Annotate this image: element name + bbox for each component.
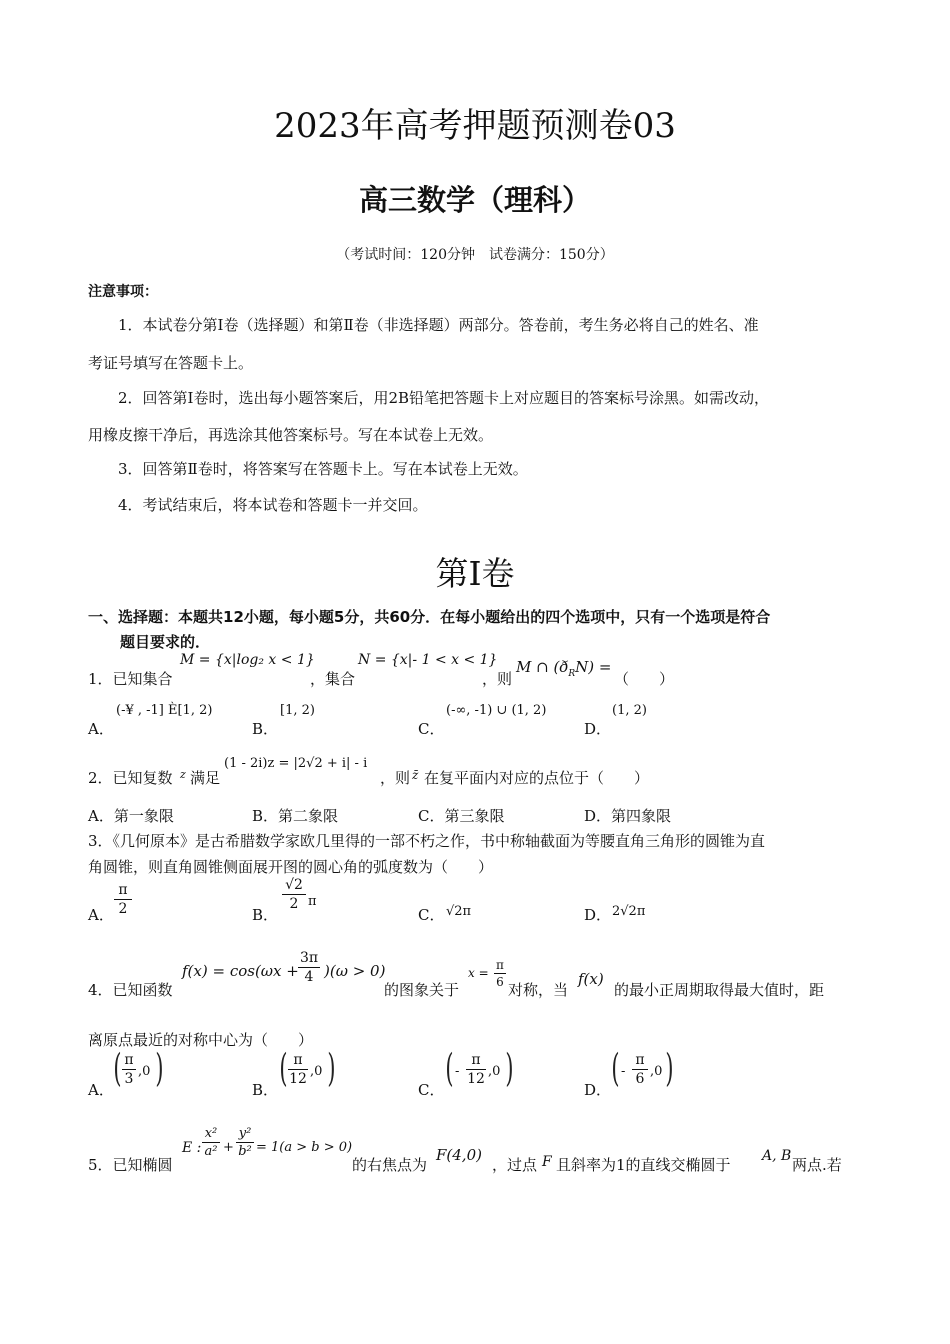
fraction-bar <box>114 899 132 900</box>
q2-equation: (1 - 2i)z = |2√2 + i| - i <box>224 756 368 771</box>
q1-expr <box>516 658 611 679</box>
q4-func-fraction <box>298 950 320 985</box>
q4-post: 的最小正周期取得最大值时，距 <box>614 981 825 999</box>
q2-zbar: z̄ <box>412 768 419 782</box>
note-item-2-line1: 2．回答第Ⅰ卷时，选出每小题答案后，用2B铅笔把答题卡上对应题目的答案标号涂黑。如需改动， <box>118 389 770 407</box>
q4-func: f(x) = cos(ωx + <box>182 962 299 980</box>
q5-e: E : <box>182 1140 202 1156</box>
q3-option-c-label: C． <box>418 906 445 924</box>
q2-option-a: A．第一象限 <box>88 807 174 825</box>
q4-option-a-label: A． <box>88 1081 114 1099</box>
q4-a-num: π <box>124 1052 134 1068</box>
q5-x-num: x² <box>204 1126 218 1141</box>
q4-option-c-sign: - <box>455 1064 460 1079</box>
section-heading-line1: 一、选择题：本题共12小题，每小题5分，共60分．在每小题给出的四个选项中，只有一个选项是符合 <box>88 608 771 626</box>
q2-option-d: D．第四象限 <box>584 807 672 825</box>
q5-x-fraction <box>202 1126 220 1159</box>
q4-option-d-fraction <box>632 1052 648 1087</box>
q4-c-num: π <box>471 1052 481 1068</box>
q4-func-tail: )(ω > 0) <box>324 962 386 980</box>
q5-ab: A, B <box>762 1148 792 1164</box>
q1-mid: ，集合 <box>310 670 356 688</box>
notes-heading: 注意事项： <box>88 284 158 300</box>
q3-b-den: 2 <box>289 896 299 912</box>
fraction-bar <box>122 1069 136 1070</box>
volume-title: 第Ⅰ卷 <box>435 554 515 593</box>
q2-z: z <box>180 768 186 781</box>
q4-frac-den: 4 <box>304 969 314 985</box>
page-title: 2023年高考押题预测卷03 <box>274 106 676 146</box>
q4-option-b-tail: ,0 <box>310 1064 323 1079</box>
right-paren: ) <box>505 1046 514 1090</box>
page-subtitle: 高三数学（理科） <box>358 183 591 217</box>
q4-b-den: 12 <box>289 1071 307 1087</box>
q4-option-b-label: B． <box>252 1081 279 1099</box>
q5-focus: F(4,0) <box>436 1146 482 1164</box>
fraction-bar <box>494 973 506 974</box>
exam-info: （考试时间：120分钟 试卷满分：150分） <box>336 247 614 263</box>
fraction-bar <box>298 967 320 968</box>
right-paren: ) <box>665 1046 674 1090</box>
q1-then: ，则 <box>482 670 513 688</box>
q4-option-a-tail: ,0 <box>138 1064 151 1079</box>
q1-expr-main: M ∩ (ð <box>516 658 569 676</box>
q4-option-c-tail: ,0 <box>488 1064 501 1079</box>
right-paren: ) <box>155 1046 164 1090</box>
q3-option-d-label: D． <box>584 906 612 924</box>
q5-eq-tail: = 1(a > b > 0) <box>256 1140 353 1155</box>
q4-option-d-tail: ,0 <box>650 1064 663 1079</box>
q1-option-d-value: (1, 2) <box>612 703 647 718</box>
q4-frac-num: 3π <box>299 950 319 966</box>
q4-mid2: 对称，当 <box>508 981 569 999</box>
note-item-3: 3．回答第Ⅱ卷时，将答案写在答题卡上。写在本试卷上无效。 <box>118 460 528 478</box>
q4-option-a-fraction <box>122 1052 136 1087</box>
q5-y-fraction <box>236 1126 254 1159</box>
q3-option-d-value: 2√2π <box>612 904 646 919</box>
q3-line2: 角圆锥，则直角圆锥侧面展开图的圆心角的弧度数为（ ） <box>88 858 494 876</box>
q4-d-den: 6 <box>635 1071 645 1087</box>
q5-mid: 的右焦点为 <box>352 1156 428 1174</box>
q1-option-c-label: C． <box>418 720 445 738</box>
q4-mid: 的图象关于 <box>384 981 460 999</box>
q1-option-b-value: [1, 2) <box>280 703 315 718</box>
q4-d-num: π <box>635 1052 645 1068</box>
q3-option-a-fraction <box>114 882 132 917</box>
q5-mid3: 且斜率为1的直线交椭圆于 <box>556 1156 731 1174</box>
q2-post: 在复平面内对应的点位于（ ） <box>424 769 650 787</box>
q2-pre: 2．已知复数 <box>88 769 173 787</box>
q4-pre: 4．已知函数 <box>88 981 173 999</box>
q4-line2: 离原点最近的对称中心为（ ） <box>88 1031 314 1049</box>
q5-plus: + <box>223 1140 234 1155</box>
q1-blank: （ ） <box>614 670 675 688</box>
q4-x-fraction <box>494 958 506 989</box>
q4-x-den: 6 <box>496 975 504 989</box>
note-item-2-line2: 用橡皮擦干净后，再选涂其他答案标号。写在本试卷上无效。 <box>88 426 494 444</box>
fraction-bar <box>202 1142 220 1143</box>
q1-option-d-label: D． <box>584 720 612 738</box>
q4-b-num: π <box>293 1052 303 1068</box>
q4-option-d-sign: - <box>621 1064 626 1079</box>
q3-option-b-pi: π <box>308 894 317 909</box>
q2-option-c: C．第三象限 <box>418 807 505 825</box>
q1-set-m: M = {x|log₂ x < 1} <box>180 652 315 668</box>
q3-a-num: π <box>118 882 128 898</box>
fraction-bar <box>466 1069 486 1070</box>
fraction-bar <box>236 1142 254 1143</box>
left-paren: ( <box>445 1046 454 1090</box>
q3-option-a-label: A． <box>88 906 114 924</box>
q4-option-b-fraction <box>288 1052 308 1087</box>
q4-a-den: 3 <box>124 1071 134 1087</box>
note-item-1-line2: 考证号填写在答题卡上。 <box>88 354 254 372</box>
q1-option-a-value: (-¥ , -1] È[1, 2) <box>116 703 213 718</box>
left-paren: ( <box>611 1046 620 1090</box>
q2-mid: 满足 <box>190 769 221 787</box>
q1-option-a-label: A． <box>88 720 114 738</box>
q5-f: F <box>542 1154 552 1170</box>
fraction-bar <box>282 894 306 895</box>
q3-a-den: 2 <box>118 901 128 917</box>
q4-option-d-label: D． <box>584 1081 612 1099</box>
q3-option-c-value: √2π <box>446 904 472 919</box>
fraction-bar <box>632 1069 648 1070</box>
q1-pre: 1．已知集合 <box>88 670 173 688</box>
q4-x-eq: x = <box>468 966 489 980</box>
q4-x-num: π <box>496 958 504 972</box>
q3-option-b-label: B． <box>252 906 279 924</box>
q1-set-n: N = {x|- 1 < x < 1} <box>358 652 498 668</box>
q4-c-den: 12 <box>467 1071 485 1087</box>
q5-y-den: b² <box>238 1144 252 1159</box>
section-heading-line2: 题目要求的． <box>120 633 211 651</box>
left-paren: ( <box>279 1046 288 1090</box>
fraction-bar <box>288 1069 308 1070</box>
note-item-4: 4．考试结束后，将本试卷和答题卡一并交回。 <box>118 496 428 514</box>
left-paren: ( <box>113 1046 122 1090</box>
q4-option-c-fraction <box>466 1052 486 1087</box>
q1-expr-sub: R <box>568 669 576 679</box>
q3-option-b-fraction <box>282 877 306 912</box>
q1-option-b-label: B． <box>252 720 279 738</box>
q2-then: ，则 <box>380 769 411 787</box>
q1-option-c-value: (-∞, -1) ∪ (1, 2) <box>446 703 547 718</box>
q5-mid2: ，过点 <box>492 1156 538 1174</box>
q4-fx: f(x) <box>578 970 604 988</box>
q5-pre: 5．已知椭圆 <box>88 1156 173 1174</box>
q2-option-b: B．第二象限 <box>252 807 339 825</box>
q5-x-den: a² <box>204 1144 218 1159</box>
q4-option-c-label: C． <box>418 1081 445 1099</box>
right-paren: ) <box>327 1046 336 1090</box>
q5-post: 两点.若 <box>792 1156 842 1174</box>
q3-line1: 3．《几何原本》是古希腊数学家欧几里得的一部不朽之作，书中称轴截面为等腰直角三角形的圆锥为直 <box>88 832 766 850</box>
q1-expr-tail: N) = <box>575 658 612 676</box>
q5-y-num: y² <box>238 1126 252 1141</box>
q3-b-num: √2 <box>285 877 303 893</box>
note-item-1-line1: 1．本试卷分第Ⅰ卷（选择题）和第Ⅱ卷（非选择题）两部分。答卷前，考生务必将自己的姓名、准 <box>118 316 759 334</box>
